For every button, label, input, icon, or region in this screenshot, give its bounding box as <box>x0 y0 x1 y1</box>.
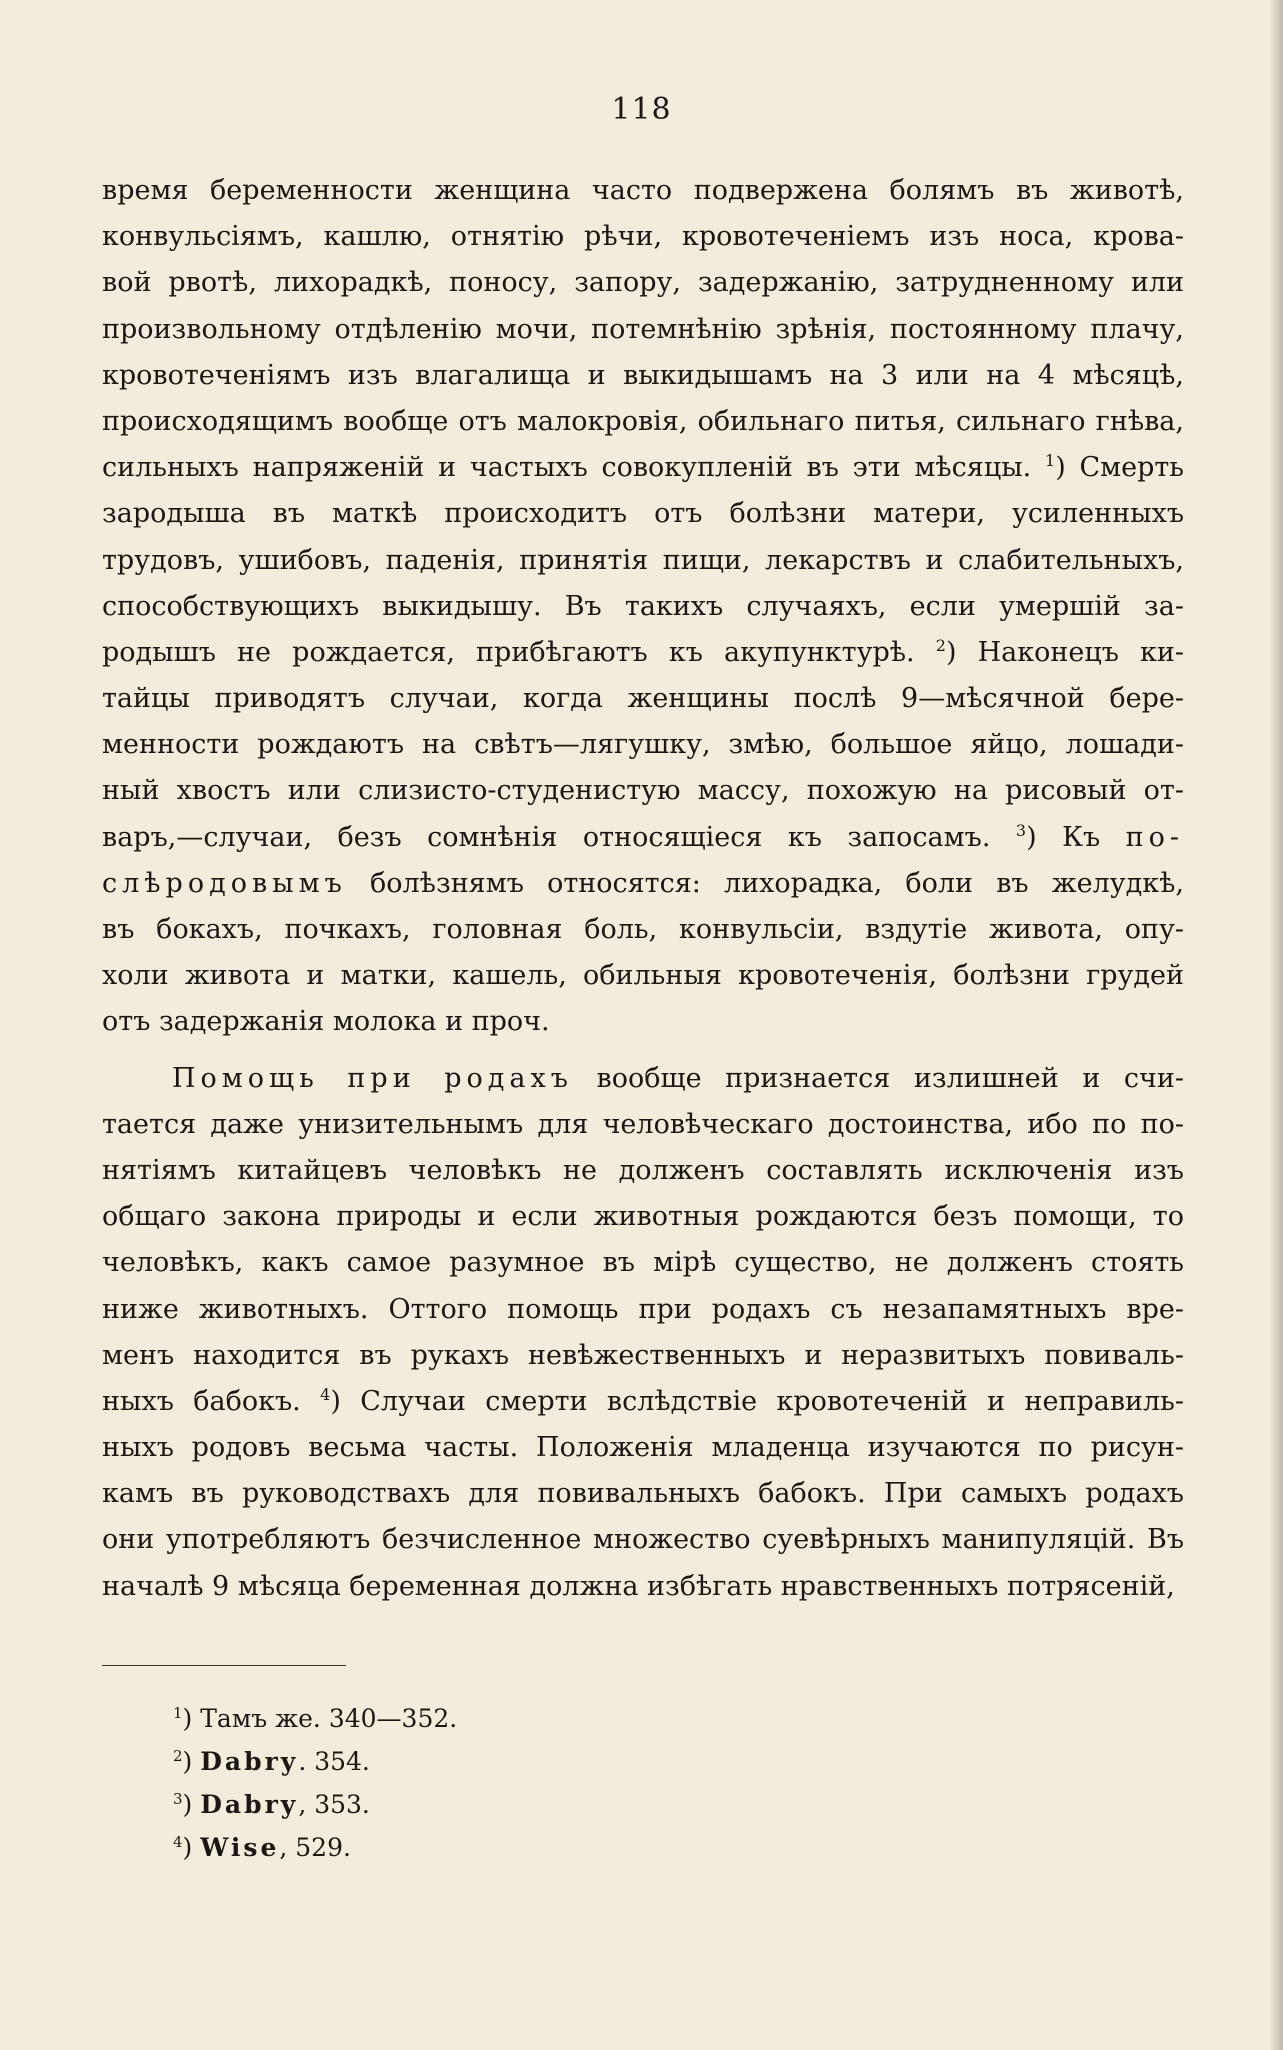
text-segment: варъ,—случаи, безъ сомнѣнія относящіеся къ запосамъ. <box>102 821 1016 853</box>
text-line: трудовъ, ушибовъ, паденія, принятія пищи, лекарствъ и слабительныхъ, <box>102 544 1184 576</box>
emphasized-text: по- <box>1125 821 1184 853</box>
text-segment: родышъ не рождается, прибѣгаютъ къ акупунктурѣ. <box>102 636 936 668</box>
footnote-reference: 4 <box>320 1384 331 1404</box>
text-line: менъ находится въ рукахъ невѣжественныхъ и неразвитыхъ повиваль- <box>102 1339 1184 1371</box>
text-line: холи живота и матки, кашель, обильныя кровотеченія, болѣзни грудей <box>102 960 1184 992</box>
page-spine-shadow <box>1269 0 1283 2050</box>
paragraph <box>102 168 1184 1046</box>
paragraph <box>102 1056 1184 1610</box>
text-line: въ бокахъ, почкахъ, головная боль, конвульсіи, вздутіе живота, опу- <box>102 914 1184 945</box>
text-line: ный хвостъ или слизисто-студенистую массу, похожую на рисовый от- <box>102 775 1184 807</box>
text-segment: ) Къ <box>1026 821 1126 853</box>
footnote <box>173 1740 457 1783</box>
footnote <box>173 1783 457 1826</box>
text-line: отъ задержанія молока и проч. <box>102 1006 550 1038</box>
footnote-separator <box>102 1665 346 1666</box>
footnote-text: . 354. <box>298 1747 370 1776</box>
text-line: человѣкъ, какъ самое разумное въ мірѣ существо, не долженъ стоять <box>102 1247 1184 1279</box>
footnote-author: Dabry <box>200 1790 299 1819</box>
footnote-reference: 1 <box>1045 451 1056 471</box>
footnote-marker-paren: ) <box>182 1790 201 1819</box>
text-line <box>102 1379 1184 1425</box>
text-line <box>102 861 1184 907</box>
text-line: способствующихъ выкидышу. Въ такихъ случаяхъ, если умершій за- <box>102 590 1184 622</box>
text-line: конвульсіямъ, кашлю, отнятію рѣчи, кровотеченіемъ изъ носа, крова- <box>102 221 1184 253</box>
text-line: тайцы приводятъ случаи, когда женщины послѣ 9—мѣсячной бере- <box>102 683 1184 715</box>
footnotes <box>173 1697 457 1869</box>
text-line: они употребляютъ безчисленное множество суевѣрныхъ манипуляцій. Въ <box>102 1524 1184 1556</box>
text-line: произвольному отдѣленію мочи, потемнѣнію зрѣнія, постоянному плачу, <box>102 313 1184 345</box>
text-segment: ) Наконецъ ки- <box>945 636 1184 668</box>
text-line: вой рвотѣ, лихорадкѣ, поносу, запору, задержанію, затрудненному или <box>102 267 1184 299</box>
text-line <box>102 815 1184 861</box>
footnote-text: Тамъ же. 340—352. <box>200 1704 458 1733</box>
page-number: 118 <box>611 92 672 127</box>
footnote-author: Wise <box>200 1833 280 1862</box>
footnote <box>173 1697 457 1740</box>
text-segment: болѣзнямъ относятся: лихорадка, боли въ желудкѣ, <box>346 867 1184 899</box>
paragraph-gap <box>102 1046 1184 1056</box>
footnote-text: , 529. <box>279 1833 351 1862</box>
text-segment: сильныхъ напряженій и частыхъ совокупленій въ эти мѣсяцы. <box>102 452 1045 484</box>
text-segment: ) Случаи смерти вслѣдствіе кровотеченій и неправиль- <box>330 1385 1184 1417</box>
text-line: кровотеченіямъ изъ влагалища и выкидышамъ на 3 или на 4 мѣсяцѣ, <box>102 359 1184 391</box>
text-line <box>102 630 1184 676</box>
footnote-reference: 3 <box>1015 820 1027 840</box>
footnote-marker: 1 <box>173 1704 183 1722</box>
footnote-marker-paren: ) <box>182 1704 201 1733</box>
body-text <box>102 168 1184 1610</box>
text-segment: ) Смерть <box>1055 452 1184 484</box>
text-line: нятіямъ китайцевъ человѣкъ не долженъ составлять исключенія изъ <box>102 1154 1184 1186</box>
text-line <box>102 445 1184 491</box>
text-line: ниже животныхъ. Оттого помощь при родахъ съ незапамятныхъ вре- <box>102 1293 1184 1325</box>
footnote-marker: 2 <box>173 1747 183 1765</box>
text-line: зародыша въ маткѣ происходитъ отъ болѣзни матери, усиленныхъ <box>102 498 1184 530</box>
footnote-marker-paren: ) <box>182 1833 201 1862</box>
text-segment: ныхъ бабокъ. <box>102 1385 321 1417</box>
text-line <box>102 1056 1184 1102</box>
text-line: тается даже унизительнымъ для человѣческаго достоинства, ибо по по- <box>102 1108 1184 1140</box>
footnote-text: , 353. <box>298 1790 370 1819</box>
text-line: время беременности женщина часто подвержена болямъ въ животѣ, <box>102 175 1184 206</box>
footnote-marker: 3 <box>173 1790 183 1808</box>
footnote-author: Dabry <box>200 1747 299 1776</box>
emphasized-text: слѣродовымъ <box>102 867 347 899</box>
footnote-marker: 4 <box>173 1833 183 1851</box>
footnote <box>173 1826 457 1869</box>
text-line: происходящимъ вообще отъ малокровія, обильнаго питья, сильнаго гнѣва, <box>102 405 1184 437</box>
text-line: ныхъ родовъ весьма часты. Положенія младенца изучаются по рисун- <box>102 1432 1184 1464</box>
emphasized-text: Помощь при родахъ <box>172 1062 573 1094</box>
text-segment: вообще признается излишней и счи- <box>572 1062 1184 1094</box>
text-line: менности рождаютъ на свѣтъ—лягушку, змѣю, большое яйцо, лошади- <box>102 729 1184 761</box>
text-line: камъ въ руководствахъ для повивальныхъ бабокъ. При самыхъ родахъ <box>102 1478 1184 1510</box>
footnote-marker-paren: ) <box>182 1747 201 1776</box>
text-line: началѣ 9 мѣсяца беременная должна избѣгать нравственныхъ потрясеній, <box>102 1570 1175 1602</box>
text-line: общаго закона природы и если животныя рождаются безъ помощи, то <box>102 1201 1184 1233</box>
footnote-reference: 2 <box>935 635 946 655</box>
